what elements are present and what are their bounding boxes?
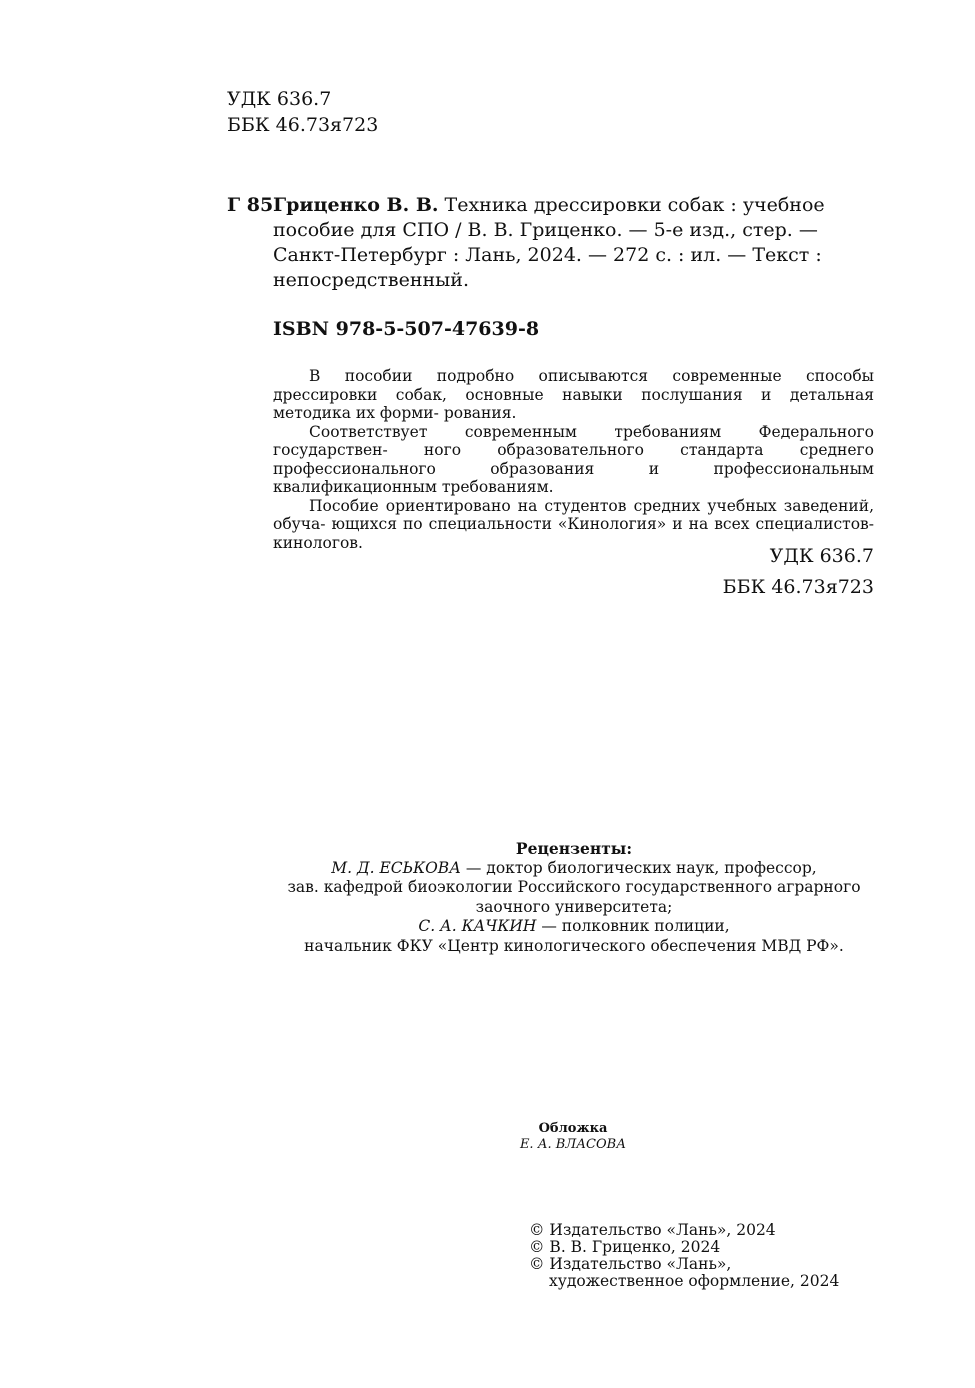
classification-top: [227, 86, 378, 138]
abstract-p1-line-2: собак, основные навыки послушания и детальная методика их форми-: [273, 385, 874, 422]
cover-heading: Обложка: [538, 1121, 608, 1136]
reviewer-1-line-2: зав. кафедрой биоэкологии Российского государственного аграрного: [287, 878, 861, 896]
entry-line-2: пособие для СПО / В. В. Гриценко. — 5-е изд., стер. —: [273, 219, 818, 241]
bbk-code-top: ББК 46.73я723: [227, 114, 379, 136]
reviewers: [227, 839, 921, 956]
udk-code-top: УДК 636.7: [227, 88, 332, 110]
cover-designer: Е. А. ВЛАСОВА: [519, 1137, 627, 1152]
entry-title: Техника дрессировки собак : учебное: [438, 194, 825, 216]
entry-line-1: [273, 193, 875, 218]
classification-bottom: [600, 541, 874, 603]
abstract-paragraph-2: [273, 423, 874, 497]
entry-line-4: непосредственный.: [273, 269, 470, 291]
copyright-line-1: © Издательство «Лань», 2024: [529, 1221, 776, 1239]
abstract-p2-line-2: ного образовательного стандарта среднего профессионального образования: [273, 441, 874, 478]
entry-body: [273, 193, 875, 293]
copyright-line-2: © В. В. Гриценко, 2024: [529, 1238, 721, 1256]
reviewers-heading: Рецензенты:: [515, 839, 633, 858]
reviewer-2-title: — полковник полиции,: [536, 917, 730, 935]
bibliographic-entry: [227, 193, 875, 293]
author-mark: Г 85: [227, 194, 274, 216]
abstract-p2-line-3: и профессиональным квалификационным требованиям.: [273, 459, 874, 496]
copyright-line-3: © Издательство «Лань»,: [529, 1255, 732, 1273]
isbn: ISBN 978-5-507-47639-8: [273, 318, 540, 340]
udk-code-bottom: УДК 636.7: [769, 545, 874, 567]
abstract-p3-line-1: Пособие ориентировано на студентов средних учебных заведений, обуча-: [273, 496, 874, 533]
reviewer-2-line-1: [227, 917, 921, 937]
abstract-p2-line-1: Соответствует современным требованиям Федерального государствен-: [273, 422, 874, 459]
reviewer-1-line-1: [227, 859, 921, 879]
entry-author: Гриценко В. В.: [273, 194, 439, 216]
reviewer-2-name: С. А. КАЧКИН: [418, 917, 537, 935]
abstract: [273, 367, 874, 552]
reviewer-1-line-3: заочного университета;: [475, 897, 673, 916]
bbk-code-bottom: ББК 46.73я723: [722, 576, 874, 598]
abstract-p1-line-1: В пособии подробно описываются современные способы дрессировки: [273, 367, 874, 404]
cover-credit: [420, 1121, 726, 1153]
entry-line-3: Санкт-Петербург : Лань, 2024. — 272 с. : ил. — Текст :: [273, 244, 822, 266]
reviewer-2-line-2: начальник ФКУ «Центр кинологического обеспечения МВД РФ».: [304, 936, 844, 955]
abstract-p3-line-2: ющихся по специальности «Кинология» и на всех специалистов-кинологов.: [273, 515, 874, 552]
copyright-line-4: художественное оформление, 2024: [549, 1272, 840, 1290]
abstract-p1-line-3: рования.: [443, 404, 517, 422]
copyright-block: [529, 1222, 839, 1290]
reviewer-1-name: М. Д. ЕСЬКОВА: [331, 858, 461, 877]
reviewer-1-title: — доктор биологических наук, профессор,: [460, 858, 817, 877]
abstract-paragraph-1: [273, 367, 874, 423]
